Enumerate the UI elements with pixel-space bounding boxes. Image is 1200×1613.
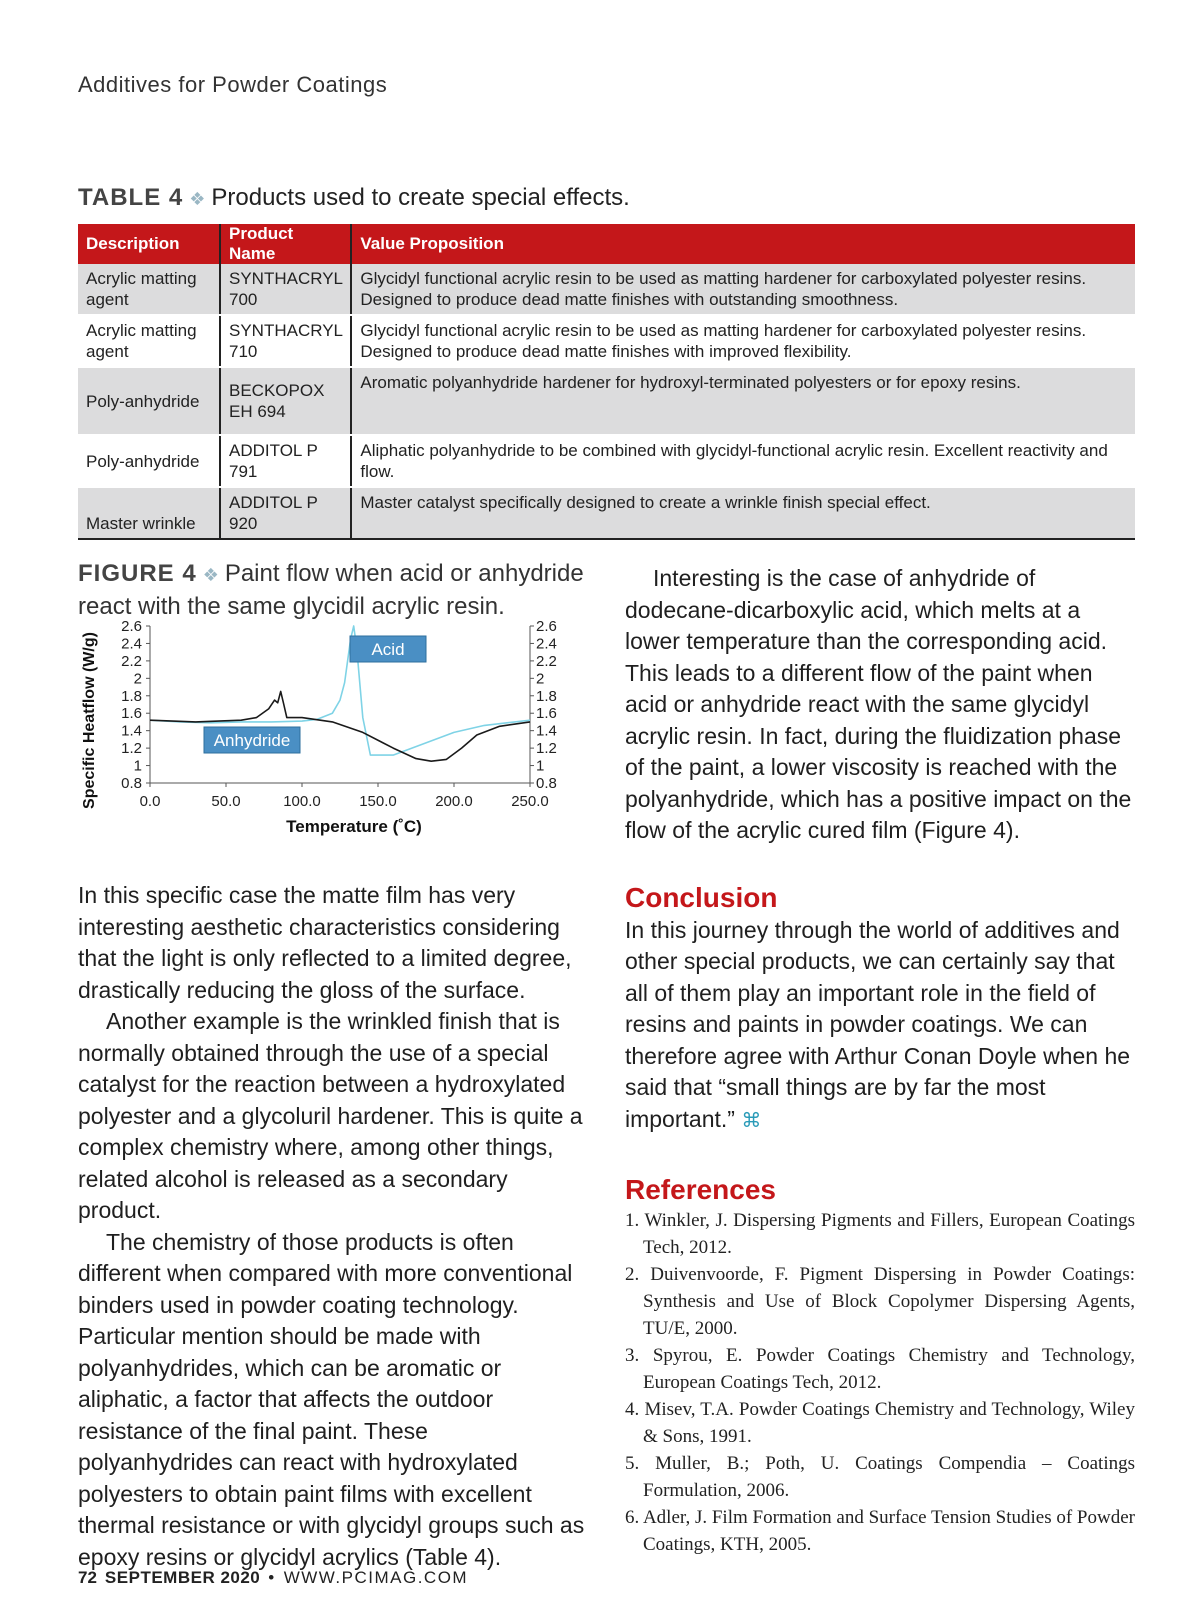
y-tick-label: 2.4 xyxy=(121,635,142,653)
table-caption xyxy=(78,184,630,212)
y-tick-label-right: 1.4 xyxy=(536,722,557,740)
table-title: Products used to create special effects. xyxy=(211,184,630,211)
reference-item: 5. Muller, B.; Poth, U. Coatings Compendia – Coatings Formulation, 2006. xyxy=(625,1453,1135,1501)
y-tick-label-right: 2.6 xyxy=(536,620,557,635)
figure-label: FIGURE 4 xyxy=(78,560,197,587)
reference-item: 6. Adler, J. Film Formation and Surface Tension Studies of Powder Coatings, KTH, 2005. xyxy=(625,1507,1135,1555)
footer-separator: • xyxy=(268,1568,276,1587)
product-cell: ADDITOL P 791 xyxy=(220,435,351,487)
table-header-row xyxy=(78,224,1135,264)
diamond-icon: ❖ xyxy=(189,189,206,209)
end-mark-icon: ⌘ xyxy=(741,1109,762,1132)
description-cell: Acrylic matting agent xyxy=(78,315,220,367)
value-cell: Aliphatic polyanhydride to be combined with glycidyl-functional acrylic resin. Excellent reactivity and flow. xyxy=(351,435,1135,487)
x-tick-label: 50.0 xyxy=(211,793,241,810)
x-tick-label: 150.0 xyxy=(359,793,397,810)
y-tick-label-right: 2.2 xyxy=(536,652,557,670)
y-tick-label-right: 1.8 xyxy=(536,687,557,705)
reference-item: 2. Duivenvoorde, F. Pigment Dispersing in Powder Coatings: Synthesis and Use of Block Copolymer Dispersing Agents, TU/E, 2000. xyxy=(625,1264,1135,1339)
y-tick-label: 2.2 xyxy=(121,652,142,670)
description-cell: Acrylic matting agent xyxy=(78,264,220,315)
y-tick-label-right: 2 xyxy=(536,670,545,688)
figure-caption xyxy=(78,558,588,622)
conclusion-paragraph xyxy=(625,915,1135,1138)
value-cell: Glycidyl functional acrylic resin to be used as matting hardener for carboxylated polyester resins. Designed to produce dead matte finishes with improved flexibility. xyxy=(351,315,1135,367)
reference-item: 4. Misev, T.A. Powder Coatings Chemistry and Technology, Wiley & Sons, 1991. xyxy=(625,1399,1135,1447)
references-list xyxy=(625,1207,1135,1558)
y-tick-label-right: 1 xyxy=(536,757,545,775)
y-tick-label-right: 1.2 xyxy=(536,740,557,758)
column-header: Value Proposition xyxy=(351,224,1135,264)
issue-date: SEPTEMBER 2020 xyxy=(104,1568,261,1587)
body-paragraph: In this specific case the matte film has very interesting aesthetic characteristics considering that the light is only reflected to a limited degree, drastically reducing the gloss of the surface. xyxy=(78,882,572,1003)
y-axis-label: Specific Heatflow (W/g) xyxy=(81,632,98,809)
conclusion-text: In this journey through the world of additives and other special products, we can certainly say that all of them play an important role in the field of resins and paints in powder coatings. We can therefore agree with Arthur Conan Doyle when he said that “small things are by far the most important.” xyxy=(625,916,1131,1132)
x-tick-label: 100.0 xyxy=(283,793,321,810)
product-cell: BECKOPOX EH 694 xyxy=(220,367,351,435)
column-header: Description xyxy=(78,224,220,264)
product-cell: SYNTHACRYL 700 xyxy=(220,264,351,315)
y-tick-label-right: 2.4 xyxy=(536,635,557,653)
x-axis-label: Temperature (˚C) xyxy=(286,817,422,836)
column-header: Product Name xyxy=(220,224,351,264)
x-tick-label: 200.0 xyxy=(435,793,473,810)
description-cell: Poly-anhydride xyxy=(78,435,220,487)
figure-title: Paint flow when acid or anhydride react with the same glycidil acrylic resin. xyxy=(78,560,584,620)
y-tick-label: 0.8 xyxy=(121,775,142,792)
body-paragraph: Interesting is the case of anhydride of dodecane-dicarboxylic acid, which melts at a lower temperature than the corresponding acid. This leads to a different flow of the paint when acid or anhydride react with the same glycidyl acrylic resin. In fact, during the fluidization phase of the paint, a lower viscosity is reached with the polyanhydride, which has a positive impact on the flow of the acrylic cured film (Figure 4). xyxy=(625,565,1132,843)
x-tick-label: 250.0 xyxy=(511,793,549,810)
products-table xyxy=(78,224,1135,540)
reference-item: 1. Winkler, J. Dispersing Pigments and Fillers, European Coatings Tech, 2012. xyxy=(625,1210,1135,1258)
y-tick-label-right: 0.8 xyxy=(536,775,557,792)
table-row xyxy=(78,367,1135,435)
right-column xyxy=(625,563,1135,1558)
running-title: Additives for Powder Coatings xyxy=(78,72,388,97)
body-paragraph: The chemistry of those products is often different when compared with more conventional binders used in powder coating technology. Particular mention should be made with polyanhydrides, which can be aromatic or aliphatic, a factor that affects the outdoor resistance of the final paint. These polyanhydrides can react with hydroxylated polyesters to obtain paint films with excellent thermal resistance or with glycidyl groups such as epoxy resins or glycidyl acrylics (Table 4). xyxy=(78,1228,585,1570)
anhydride-label: Anhydride xyxy=(213,731,291,750)
left-column-text xyxy=(78,880,588,1573)
reference-item: 3. Spyrou, E. Powder Coatings Chemistry and Technology, European Coatings Tech, 2012. xyxy=(625,1345,1135,1393)
product-cell: ADDITOL P 920 xyxy=(220,487,351,539)
body-paragraph: Another example is the wrinkled finish that is normally obtained through the use of a special catalyst for the reaction between a hydroxylated polyester and a glycoluril hardener. This is quite a complex chemistry where, among other things, related alcohol is released as a secondary product. xyxy=(78,1008,583,1223)
y-tick-label: 1.8 xyxy=(121,687,142,705)
table-label: TABLE 4 xyxy=(78,184,184,211)
table-row xyxy=(78,264,1135,315)
y-tick-label: 1.4 xyxy=(121,722,142,740)
page-footer xyxy=(78,1568,468,1588)
table-row xyxy=(78,487,1135,539)
description-cell: Master wrinkle xyxy=(78,487,220,539)
y-tick-label: 1 xyxy=(133,757,142,775)
y-tick-label: 1.6 xyxy=(121,705,142,723)
value-cell: Aromatic polyanhydride hardener for hydroxyl-terminated polyesters or for epoxy resins. xyxy=(351,367,1135,435)
page-number: 72 xyxy=(78,1568,97,1587)
conclusion-heading: Conclusion xyxy=(625,881,778,913)
y-tick-label-right: 1.6 xyxy=(536,705,557,723)
description-cell: Poly-anhydride xyxy=(78,367,220,435)
y-tick-label: 2.6 xyxy=(121,620,142,635)
value-cell: Glycidyl functional acrylic resin to be used as matting hardener for carboxylated polyester resins. Designed to produce dead matte finishes with outstanding smoothness. xyxy=(351,264,1135,315)
website: WWW.PCIMAG.COM xyxy=(283,1568,469,1587)
y-tick-label: 1.2 xyxy=(121,740,142,758)
table-row xyxy=(78,435,1135,487)
diamond-icon: ❖ xyxy=(202,565,219,585)
table-row xyxy=(78,315,1135,367)
heatflow-chart xyxy=(78,620,598,870)
x-tick-label: 0.0 xyxy=(139,793,161,810)
product-cell: SYNTHACRYL 710 xyxy=(220,315,351,367)
y-tick-label: 2 xyxy=(133,670,142,688)
value-cell: Master catalyst specifically designed to create a wrinkle finish special effect. xyxy=(351,487,1135,539)
references-heading: References xyxy=(625,1174,776,1205)
acid-label: Acid xyxy=(371,640,405,659)
chart-svg xyxy=(78,620,598,870)
